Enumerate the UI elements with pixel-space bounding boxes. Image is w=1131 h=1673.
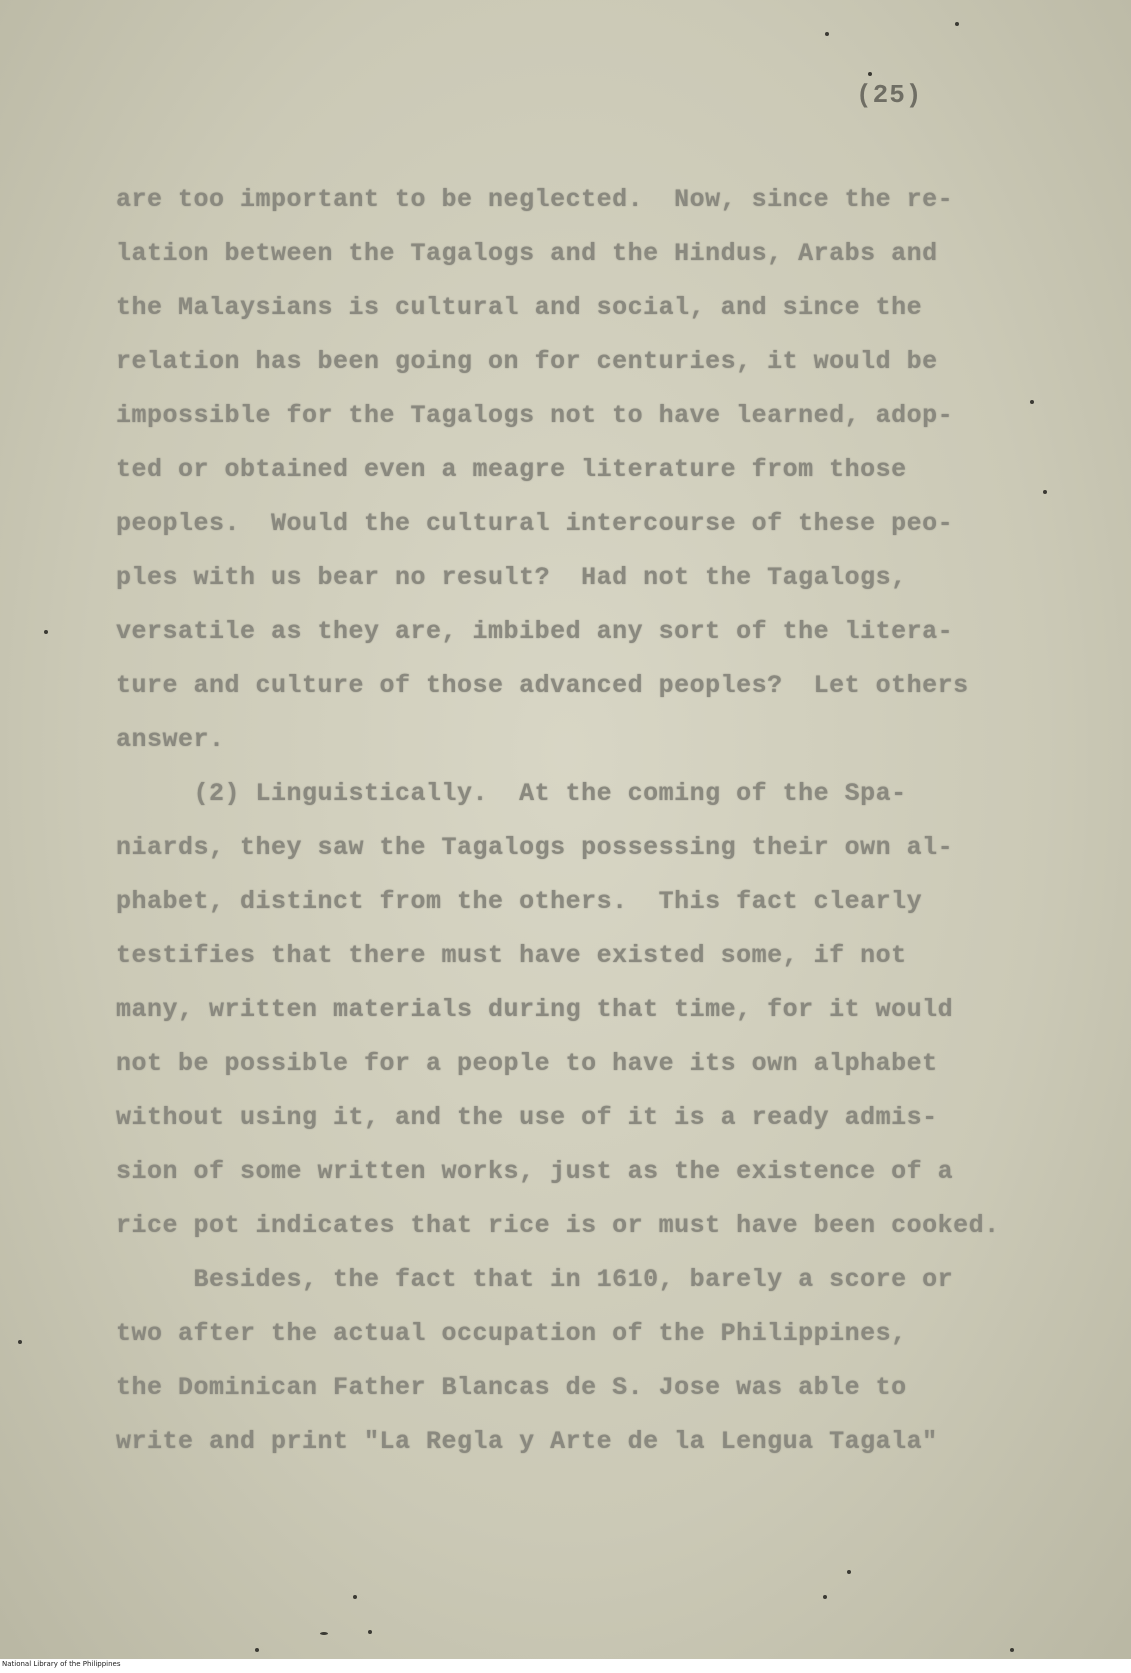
- dust-speck: [368, 1630, 372, 1634]
- text-line: ture and culture of those advanced peoples? Let others: [116, 671, 969, 700]
- footer-credit: National Library of the Philippines: [2, 1660, 121, 1668]
- dust-speck: [255, 1648, 259, 1652]
- text-line: many, written materials during that time, for it would: [116, 995, 954, 1024]
- text-line: the Malaysians is cultural and social, and since the: [116, 293, 923, 322]
- text-line: testifies that there must have existed some, if not: [116, 941, 907, 970]
- dust-speck: [823, 1595, 827, 1599]
- text-line: rice pot indicates that rice is or must have been cooked.: [116, 1211, 1000, 1240]
- dust-speck: [353, 1595, 357, 1599]
- text-line: niards, they saw the Tagalogs possessing their own al-: [116, 833, 954, 862]
- text-line: without using it, and the use of it is a ready admis-: [116, 1103, 938, 1132]
- page-number: (25): [856, 80, 923, 110]
- text-line: ples with us bear no result? Had not the Tagalogs,: [116, 563, 907, 592]
- text-line: sion of some written works, just as the existence of a: [116, 1157, 954, 1186]
- text-line: Besides, the fact that in 1610, barely a score or: [116, 1265, 954, 1294]
- footer-credit-bar: [0, 1659, 1131, 1673]
- dust-speck: [18, 1340, 22, 1344]
- dust-speck: [1010, 1648, 1014, 1652]
- dust-speck: [868, 72, 872, 76]
- text-line: not be possible for a people to have its own alphabet: [116, 1049, 938, 1078]
- text-line: are too important to be neglected. Now, since the re-: [116, 185, 954, 214]
- dust-speck: [44, 630, 48, 634]
- dust-speck: [955, 22, 959, 26]
- text-line: peoples. Would the cultural intercourse of these peo-: [116, 509, 954, 538]
- text-line: relation has been going on for centuries, it would be: [116, 347, 938, 376]
- text-line: answer.: [116, 725, 225, 754]
- dust-speck: [825, 32, 829, 36]
- text-line: impossible for the Tagalogs not to have learned, adop-: [116, 401, 954, 430]
- text-line: two after the actual occupation of the Philippines,: [116, 1319, 907, 1348]
- text-line: ted or obtained even a meagre literature from those: [116, 455, 907, 484]
- text-line: versatile as they are, imbibed any sort of the litera-: [116, 617, 954, 646]
- text-line: write and print "La Regla y Arte de la Lengua Tagala": [116, 1427, 938, 1456]
- text-line: lation between the Tagalogs and the Hindus, Arabs and: [116, 239, 938, 268]
- dust-speck: [847, 1570, 851, 1574]
- text-line: the Dominican Father Blancas de S. Jose was able to: [116, 1373, 907, 1402]
- dust-speck: [1043, 490, 1047, 494]
- text-line: phabet, distinct from the others. This fact clearly: [116, 887, 923, 916]
- dust-speck: [1030, 400, 1034, 404]
- text-line: (2) Linguistically. At the coming of the Spa-: [116, 779, 907, 808]
- dust-speck: [320, 1632, 328, 1635]
